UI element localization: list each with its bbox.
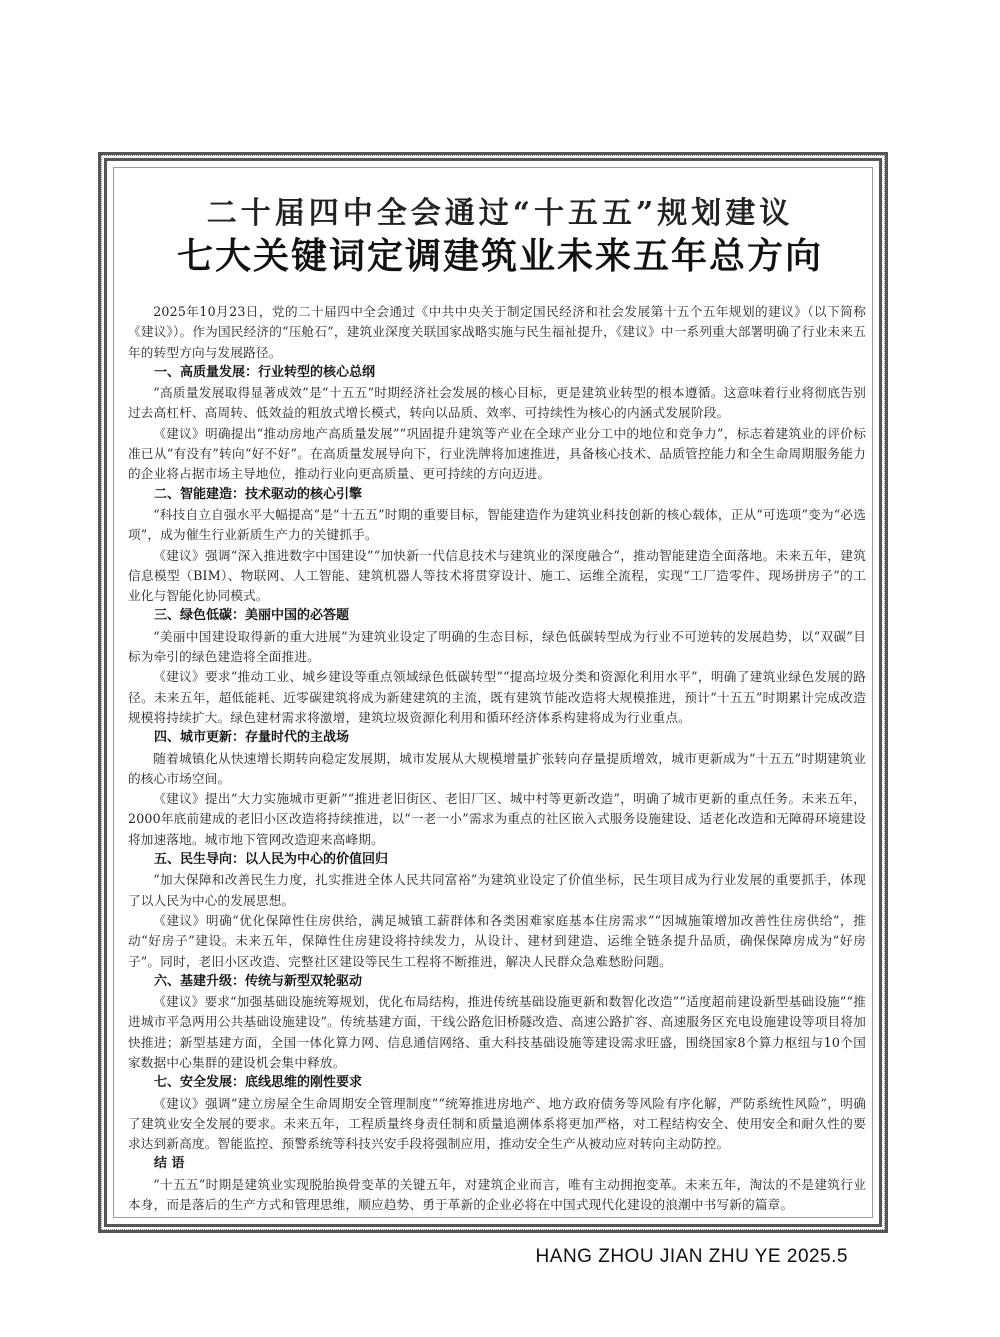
section-2-paragraph-1: “科技自立自强水平大幅提高”是“十五五”时期的重要目标，智能建造作为建筑业科技创新的核心载体，正从“可选项”变为“必选项”，成为催生行业新质生产力的关键抓手。: [128, 506, 866, 543]
section-5-paragraph-2: 《建议》明确“优化保障性住房供给，满足城镇工薪群体和各类困难家庭基本住房需求”“因城施策增加改善性住房供给”，推动“好房子”建设。未来五年，保障性住房建设将持续发力，从设计、建材到建造、运维全链条提升品质，确保保障房成为“好房子”。同时，老旧小区改造、完整社区建设等民生工程将不断推进，解决人民群众急难愁盼问题。: [128, 912, 866, 969]
section-4-paragraph-1: 随着城镇化从快速增长期转向稳定发展期，城市发展从大规模增量扩张转向存量提质增效，城市更新成为“十五五”时期建筑业的核心市场空间。: [128, 750, 866, 786]
conclusion-heading: 结 语: [154, 1156, 185, 1172]
section-7-paragraph-1: 《建议》强调“建立房屋全生命周期安全管理制度”“统筹推进房地产、地方政府债务等风险有序化解，严防系统性风险”，明确了建筑业安全发展的要求。未来五年，工程质量终身责任制和质量追溯体系将更加严格，对工程结构安全、使用安全和耐久性的要求达到新高度。智能监控、预警系统等科技兴安手段将强制应用，推动安全生产从被动应对转向主动防控。: [128, 1095, 866, 1152]
journal-footer: HANG ZHOU JIAN ZHU YE 2025.5: [535, 1246, 848, 1267]
section-heading-4: 四、城市更新：存量时代的主战场: [154, 730, 350, 746]
article-title-line2: 七大关键词定调建筑业未来五年总方向: [176, 236, 823, 277]
section-heading-7: 七、安全发展：底线思维的刚性要求: [154, 1075, 363, 1091]
section-heading-6: 六、基建升级：传统与新型双轮驱动: [154, 973, 363, 989]
section-6-paragraph-1: 《建议》要求“加强基础设施统筹规划，优化布局结构，推进传统基础设施更新和数智化改造”“适度超前建设新型基础设施”“推进城市平急两用公共基础设施建设”。传统基建方面，干线公路危旧桥隧改造、高速公路扩容、高速服务区充电设施建设等项目将加快推进；新型基建方面，全国一体化算力网、信息通信网络、重大科技基础设施等建设需求旺盛，围绕国家8个算力枢纽与10个国家数据中心集群的建设机会集中释放。: [128, 994, 866, 1070]
section-3-paragraph-1: “美丽中国建设取得新的重大进展”为建筑业设定了明确的生态目标，绿色低碳转型成为行业不可逆转的发展趋势，以“双碳”目标为牵引的绿色建造将全面推进。: [128, 628, 866, 665]
section-2-paragraph-2: 《建议》强调“深入推进数字中国建设”“加快新一代信息技术与建筑业的深度融合”，推动智能建造全面落地。未来五年，建筑信息模型（BIM）、物联网、人工智能、建筑机器人等技术将贯穿设计、施工、运维全流程，实现“工厂造零件、现场拼房子”的工业化与智能化协同模式。: [128, 547, 866, 604]
section-heading-1: 一、高质量发展：行业转型的核心总纲: [154, 364, 376, 380]
section-heading-3: 三、绿色低碳：美丽中国的必答题: [154, 608, 350, 624]
section-4-paragraph-2: 《建议》提出“大力实施城市更新”“推进老旧街区、老旧厂区、城中村等更新改造”，明确了城市更新的重点任务。未来五年，2000年底前建成的老旧小区改造将持续推进，以“一老一小”需求为重点的社区嵌入式服务设施建设、适老化改造和无障碍环境建设将加速落地。城市地下管网改造迎来高峰期。: [128, 791, 866, 847]
conclusion-paragraph: “十五五”时期是建筑业实现脱胎换骨变革的关键五年，对建筑企业而言，唯有主动拥抱变革。未来五年，淘汰的不是建筑行业本身，而是落后的生产方式和管理思维，顺应趋势、勇于革新的企业必将在中国式现代化建设的浪潮中书写新的篇章。: [128, 1176, 866, 1213]
section-heading-2: 二、智能建造：技术驱动的核心引擎: [154, 486, 363, 502]
section-heading-5: 五、民生导向：以人民为中心的价值回归: [154, 852, 389, 868]
article-title-line1: 二十届四中全会通过“十五五”规划建议: [206, 196, 794, 231]
article-body: [128, 302, 866, 1215]
section-5-paragraph-1: “加大保障和改善民生力度，扎实推进全体人民共同富裕”为建筑业设定了价值坐标，民生项目成为行业发展的重要抓手，体现了以人民为中心的发展思想。: [128, 872, 866, 908]
section-3-paragraph-2: 《建议》要求“推动工业、城乡建设等重点领域绿色低碳转型”“提高垃圾分类和资源化利用水平”，明确了建筑业绿色发展的路径。未来五年，超低能耗、近零碳建筑将成为新建建筑的主流，既有建筑节能改造将大规模推进，预计“十五五”时期累计完成改造规模将持续扩大。绿色建材需求将激增，建筑垃圾资源化利用和循环经济体系构建将成为行业重点。: [128, 669, 866, 725]
section-1-paragraph-1: “高质量发展取得显著成效”是“十五五”时期经济社会发展的核心目标，更是建筑业转型的根本遵循。这意味着行业将彻底告别过去高杠杆、高周转、低效益的粗放式增长模式，转向以品质、效率、可持续性为核心的内涵式发展阶段。: [128, 385, 866, 421]
intro-paragraph: 2025年10月23日，党的二十届四中全会通过《中共中央关于制定国民经济和社会发展第十五个五年规划的建议》（以下简称《建议》）。作为国民经济的“压舱石”，建筑业深度关联国家战略实施与民生福祉提升，《建议》中一系列重大部署明确了行业未来五年的转型方向与发展路径。: [128, 304, 866, 360]
section-1-paragraph-2: 《建议》明确提出“推动房地产高质量发展”“巩固提升建筑等产业在全球产业分工中的地位和竞争力”，标志着建筑业的评价标准已从“有没有”转向“好不好”。在高质量发展导向下，行业洗牌将加速推进，具备核心技术、品质管控能力和全生命周期服务能力的企业将占据市场主导地位，推动行业向更高质量、更可持续的方向迈进。: [128, 425, 866, 482]
